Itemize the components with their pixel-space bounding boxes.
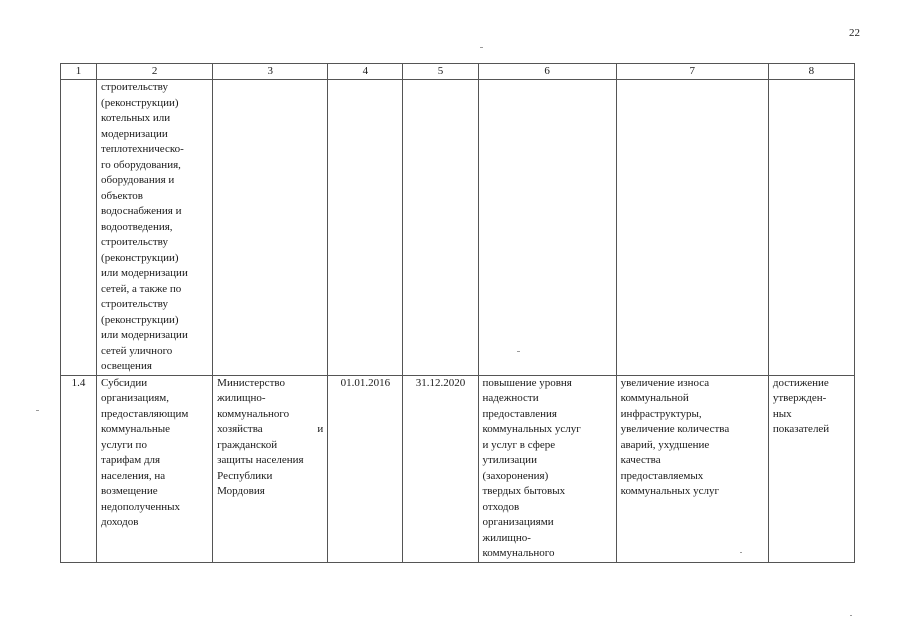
header-cell: 1 (61, 64, 97, 80)
header-row (61, 64, 855, 80)
row-number-cell (61, 80, 97, 376)
text-line: строительству (101, 236, 168, 248)
executor-text (217, 376, 323, 423)
text-line: или модернизации (101, 267, 188, 279)
text-line: модернизации (101, 127, 168, 140)
text-line: Министерство (217, 376, 285, 389)
text-line: коммунального (482, 547, 555, 559)
text-line: организациям, (101, 392, 169, 404)
scan-speck (36, 410, 39, 411)
text-line: населения, на (101, 469, 166, 482)
text-line: оборудования и (101, 174, 175, 186)
table-row-continued (61, 80, 855, 376)
header-cell: 6 (478, 64, 616, 80)
text-line: качества (620, 454, 661, 466)
executor-word: и (317, 423, 324, 435)
indicator-link-text (773, 376, 850, 438)
table-row-1-4 (61, 375, 855, 562)
header-cell: 5 (403, 64, 478, 80)
text-line: водоснабжения и (101, 205, 182, 217)
text-line: Республики (217, 469, 273, 482)
executor-word: хозяйства (217, 423, 263, 435)
header-cell: 2 (97, 64, 213, 80)
text-line: отходов (482, 500, 520, 513)
text-line: и услуг в сфере (482, 438, 556, 451)
text-line: объектов (101, 189, 143, 202)
measure-name-text (101, 376, 208, 531)
executor-cell (213, 80, 328, 376)
text-line: возмещение (101, 485, 158, 497)
indicator-link-cell (768, 375, 854, 562)
text-line: защиты населения (217, 454, 304, 466)
text-line: утилизации (482, 454, 537, 466)
text-line: достижение (772, 376, 829, 389)
header-cell: 7 (616, 64, 768, 80)
measure-name-text (101, 80, 208, 375)
start-date-cell: 01.01.2016 (328, 375, 403, 562)
text-line: котельных или (101, 112, 171, 124)
scan-speck (740, 552, 742, 553)
text-line: утвержден- (772, 392, 827, 404)
text-line: го оборудования, (101, 158, 181, 171)
text-line: коммунальных услуг (482, 423, 581, 435)
text-line: предоставляющим (101, 407, 189, 420)
text-line: водоотведения, (101, 220, 173, 233)
scan-speck (517, 351, 520, 352)
expected-result-text (483, 376, 612, 562)
text-line: ных (772, 407, 792, 420)
text-line: повышение уровня (482, 376, 572, 389)
text-line: коммунального (217, 407, 290, 420)
text-line: аварий, ухудшение (620, 438, 710, 451)
page-number: 22 (849, 27, 860, 39)
scan-speck (480, 47, 483, 48)
header-cell: 8 (768, 64, 854, 80)
text-line: коммунальной (620, 392, 689, 404)
consequences-cell (616, 80, 768, 376)
executor-cell (213, 375, 328, 562)
executor-justified-line (217, 422, 323, 438)
text-line: организациями (482, 516, 554, 528)
measure-name-cell (97, 80, 213, 376)
scan-speck (850, 615, 852, 616)
row-number-cell: 1.4 (61, 375, 97, 562)
consequences-cell (616, 375, 768, 562)
indicator-link-cell (768, 80, 854, 376)
text-line: теплотехническо- (101, 143, 184, 155)
text-line: жилищно- (217, 392, 266, 404)
start-date-cell (328, 80, 403, 376)
text-line: показателей (772, 423, 830, 435)
text-line: (реконструкции) (101, 251, 179, 264)
text-line: инфраструктуры, (620, 407, 702, 420)
text-line: коммунальных услуг (620, 485, 719, 497)
text-line: освещения (101, 360, 152, 372)
expected-result-cell (478, 80, 616, 376)
end-date-cell: 31.12.2020 (403, 375, 478, 562)
text-line: строительству (101, 298, 168, 310)
text-line: или модернизации (101, 329, 188, 341)
text-line: коммунальные (101, 423, 171, 435)
text-line: доходов (101, 516, 139, 528)
expected-result-cell (478, 375, 616, 562)
executor-text-rest (217, 438, 323, 500)
text-line: сетей, а также по (101, 282, 182, 295)
text-line: (реконструкции) (101, 313, 179, 326)
text-line: твердых бытовых (482, 485, 566, 497)
text-line: предоставляемых (620, 469, 704, 482)
text-line: надежности (482, 392, 539, 404)
header-cell: 3 (213, 64, 328, 80)
text-line: увеличение количества (620, 423, 730, 435)
text-line: (реконструкции) (101, 96, 179, 109)
measures-table (60, 63, 855, 563)
text-line: Субсидии (101, 376, 148, 389)
text-line: сетей уличного (101, 344, 173, 357)
header-cell: 4 (328, 64, 403, 80)
text-line: Мордовия (217, 485, 265, 497)
measure-name-cell (97, 375, 213, 562)
text-line: гражданской (217, 438, 278, 451)
text-line: тарифам для (101, 454, 161, 466)
text-line: услуги по (101, 438, 147, 451)
end-date-cell (403, 80, 478, 376)
consequences-text (621, 376, 764, 500)
text-line: (захоронения) (482, 469, 549, 482)
text-line: строительству (101, 81, 168, 93)
text-line: жилищно- (482, 531, 531, 544)
text-line: недополученных (101, 500, 181, 513)
text-line: увеличение износа (620, 376, 710, 389)
text-line: предоставления (482, 407, 557, 420)
